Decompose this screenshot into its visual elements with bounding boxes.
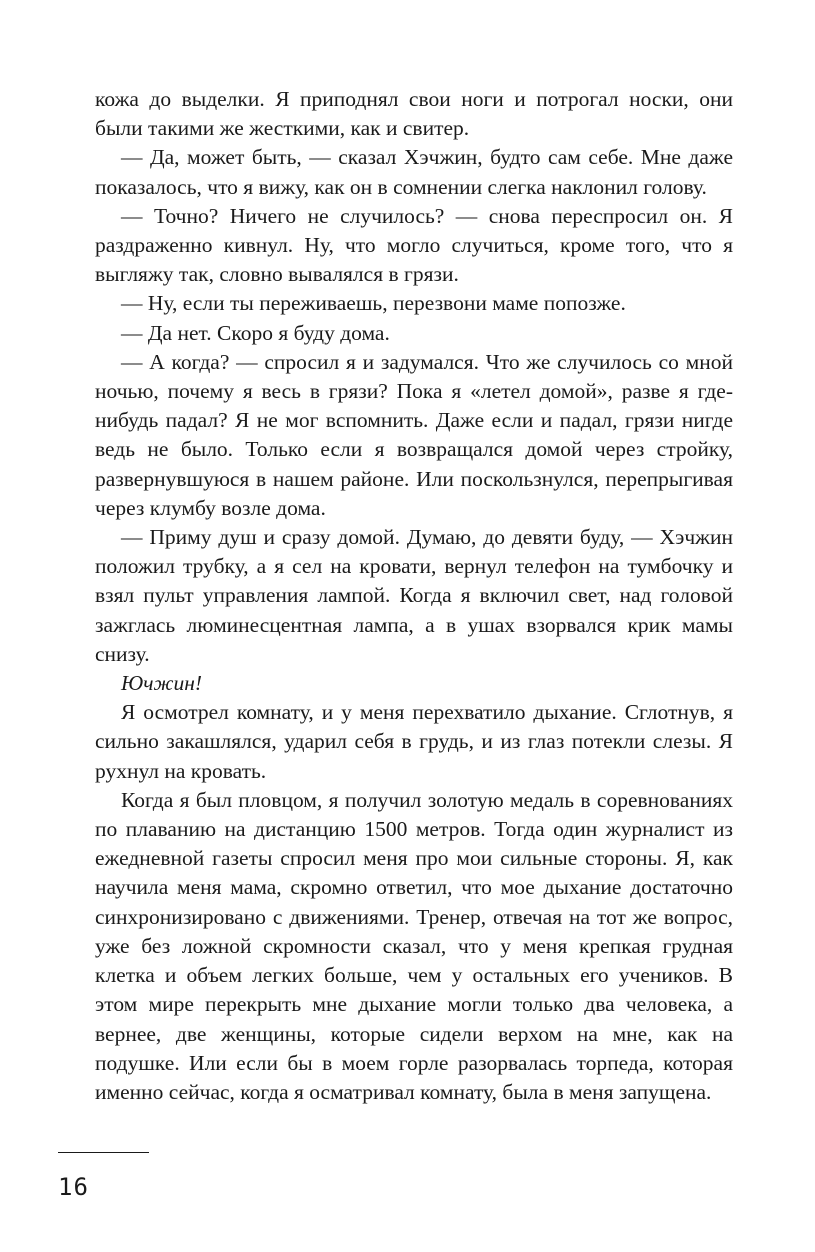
paragraph-3: — Точно? Ничего не случилось? — снова переспросил он. Я раздраженно кивнул. Ну, что могло случиться, кроме того, что я выгляжу так, словно вывалялся в грязи. <box>95 203 733 287</box>
paragraph-8-italic-exclamation: Ючжин! <box>121 671 203 696</box>
paragraph-2: — Да, может быть, — сказал Хэчжин, будто сам себе. Мне даже показалось, что я вижу, как он в сомнении слегка наклонил голову. <box>95 145 733 199</box>
paragraph-9: Я осмотрел комнату, и у меня перехватило дыхание. Сглотнув, я сильно закашлялся, ударил себя в грудь, и из глаз потекли слезы. Я рухнул на кровать. <box>95 700 733 783</box>
paragraph-5: — Да нет. Скоро я буду дома. <box>121 320 390 345</box>
footer-divider <box>58 1152 149 1153</box>
paragraph-4: — Ну, если ты переживаешь, перезвони маме попозже. <box>121 291 626 316</box>
paragraph-10: Когда я был пловцом, я получил золотую медаль в соревнованиях по плаванию на дистанцию 1500 метров. Тогда один журналист из ежедневной газеты спросил меня про мои сильные стороны. Я, как научила меня мама, скромно ответил, что мое дыхание достаточно синхронизировано с движениями. Тренер, отвечая на тот же вопрос, уже без ложной скромности сказал, что у меня крепкая грудная клетка и объем легких больше, чем у остальных его учеников. В этом мире перекрыть мне дыхание могли только два человека, а вернее, две женщины, которые сидели верхом на мне, как на подушке. Или если бы в моем горле разорвалась торпеда, которая именно сейчас, когда я осматривал комнату, была в меня запущена. <box>95 787 733 1104</box>
paragraph-1: кожа до выделки. Я приподнял свои ноги и потрогал носки, они были такими же жесткими, как и свитер. <box>95 87 733 141</box>
paragraph-6: — А когда? — спросил я и задумался. Что же случилось со мной ночью, почему я весь в грязи? Пока я «летел домой», разве я где-нибудь падал? Я не мог вспомнить. Даже если и падал, грязи нигде ведь не было. Только если я возвращался домой через стройку, развернувшуюся в нашем районе. Или поскользнулся, перепрыгивая через клумбу возле дома. <box>95 349 733 520</box>
page-number: 16 <box>58 1173 89 1201</box>
page-body <box>95 85 733 1107</box>
paragraph-7: — Приму душ и сразу домой. Думаю, до девяти буду, — Хэчжин положил трубку, а я сел на кровати, вернул телефон на тумбочку и взял пульт управления лампой. Когда я включил свет, над головой зажглась люминесцентная лампа, а в ушах взорвался крик мамы снизу. <box>95 525 733 666</box>
